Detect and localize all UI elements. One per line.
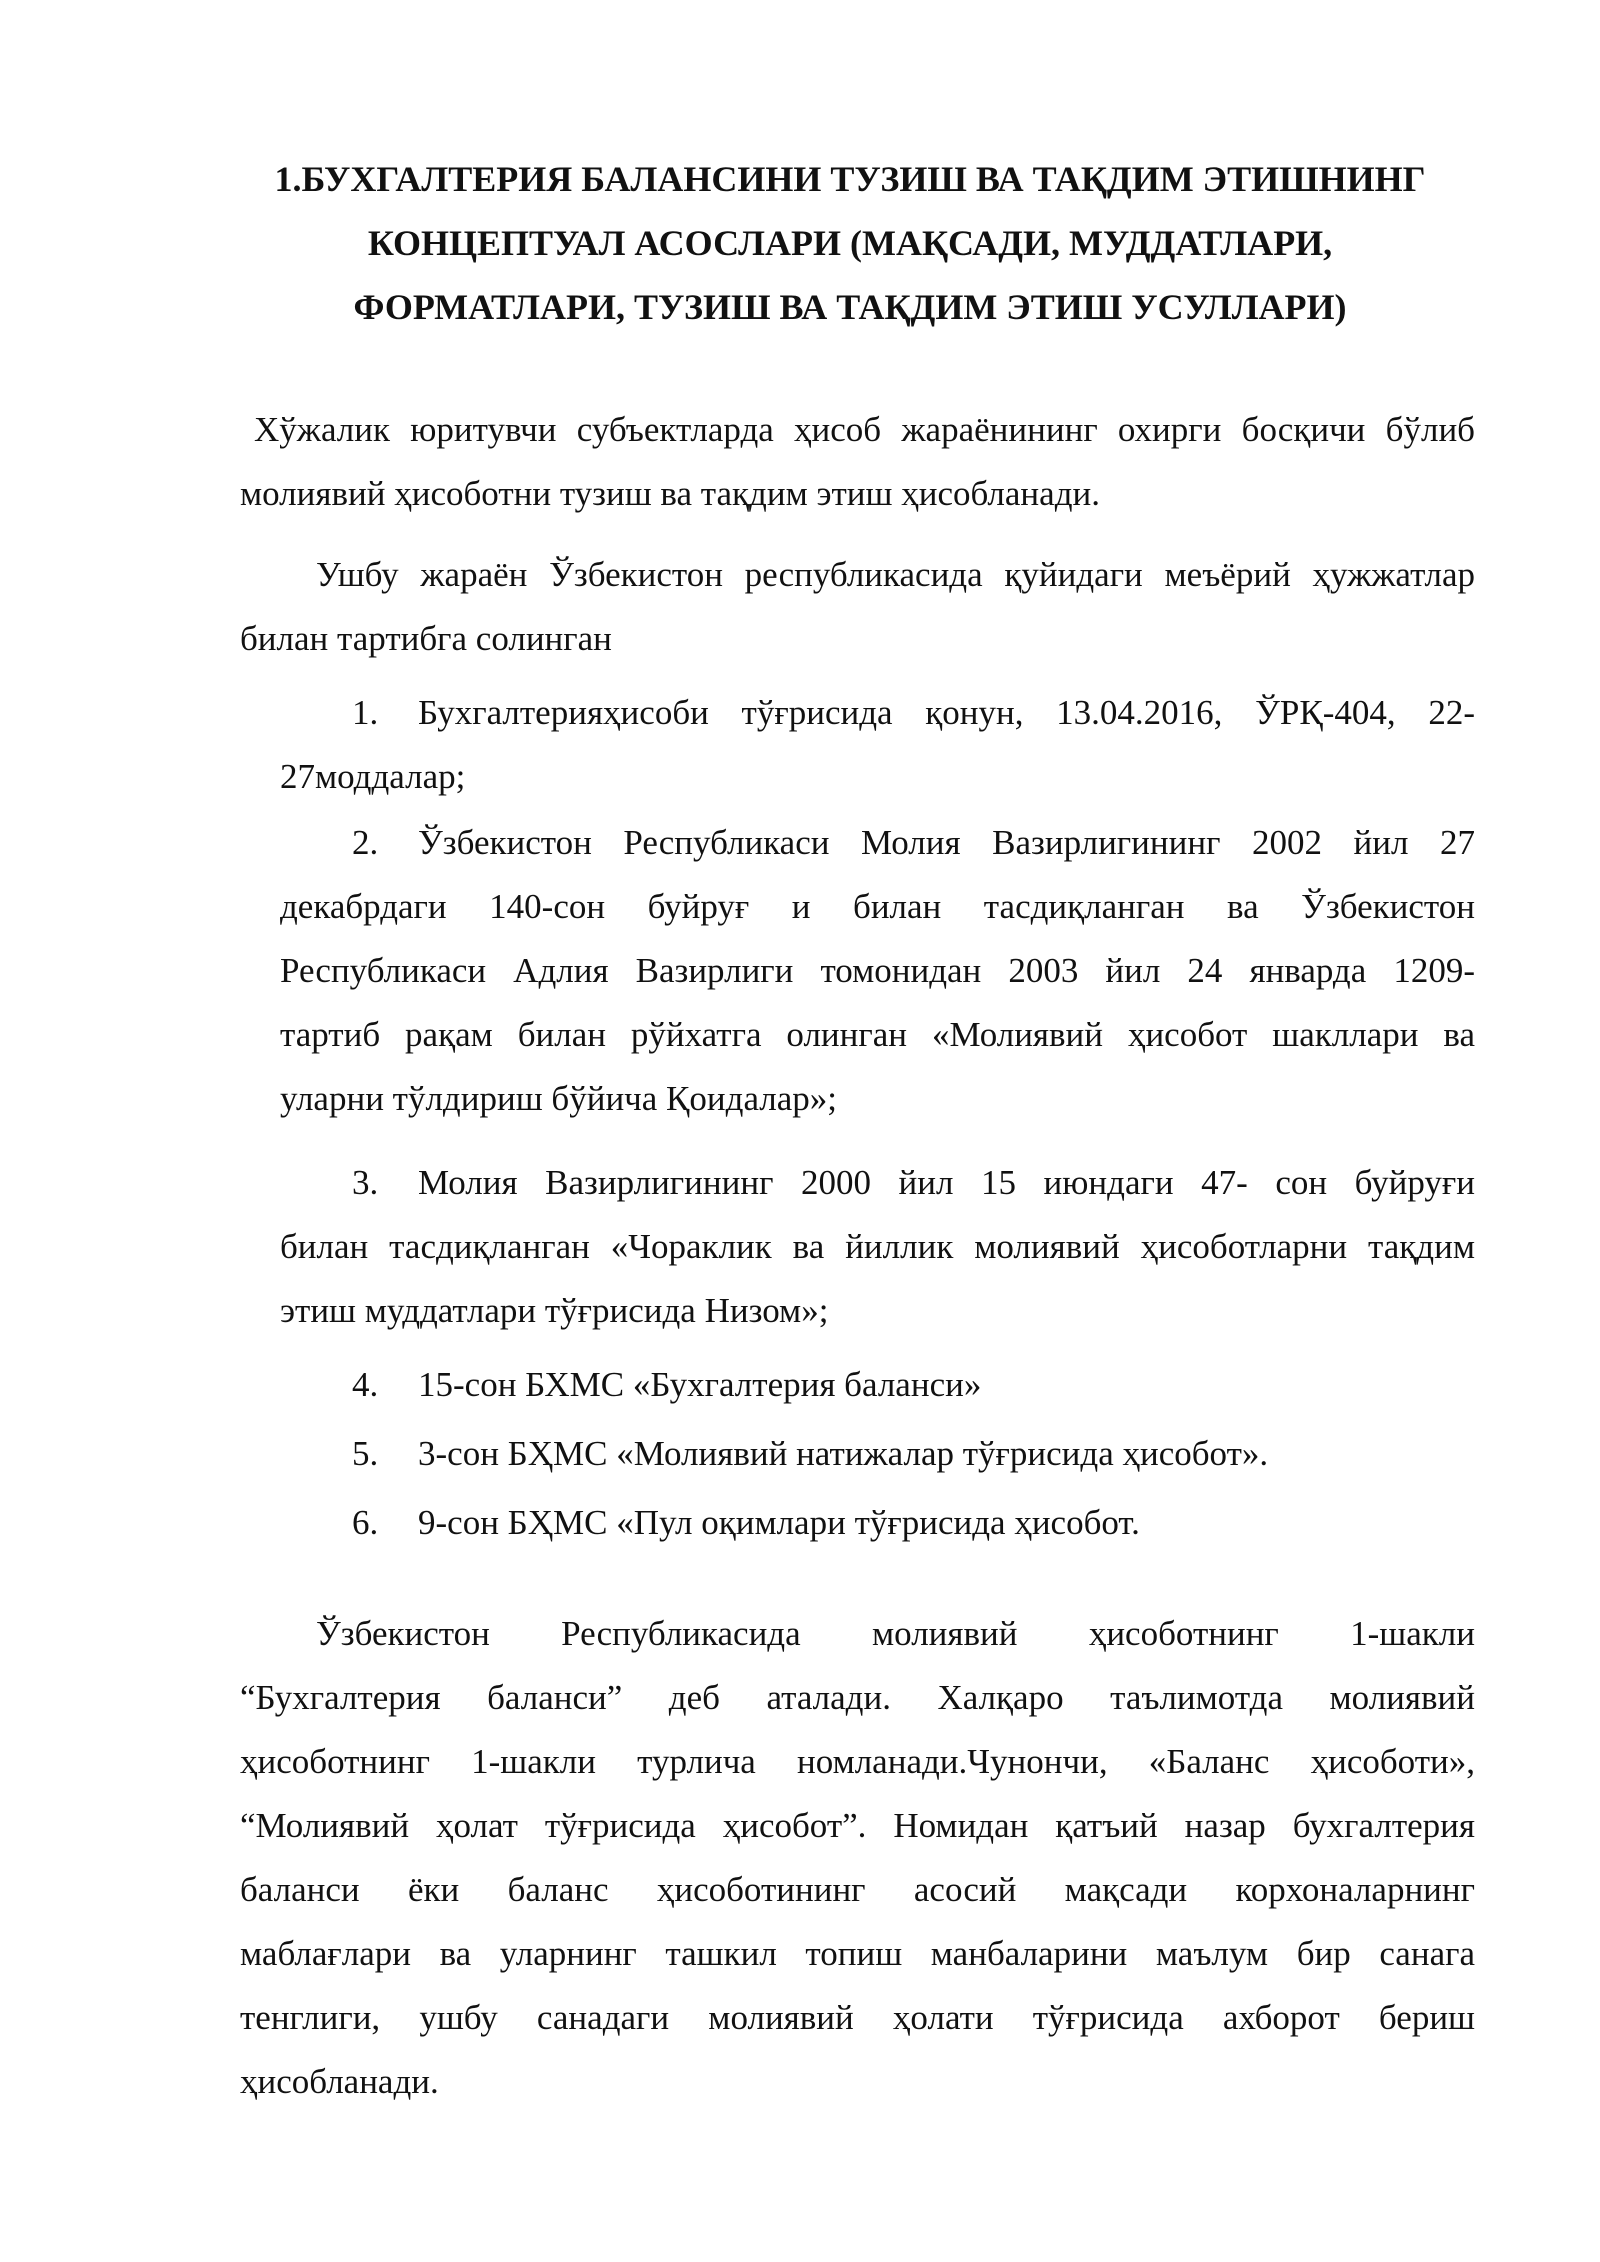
list-item-number: 1.	[352, 693, 379, 732]
list-item-line: 15-сон БХМС «Бухгалтерия баланси»	[418, 1365, 982, 1404]
paragraph-line: “Бухгалтерия баланси” деб аталади. Халқаро таълимотда молиявий	[240, 1678, 1475, 1717]
list-item-number: 3.	[352, 1163, 379, 1202]
list-item-number: 4.	[352, 1365, 379, 1404]
paragraph-line: ҳисобланади.	[240, 2062, 439, 2101]
paragraph-line: баланси ёки баланс ҳисоботининг асосий мақсади корхоналарнинг	[240, 1870, 1475, 1909]
list-item-number: 5.	[352, 1434, 379, 1473]
list-item-line: Республикаси Адлия Вазирлиги томонидан 2003 йил 24 январда 1209-	[280, 951, 1475, 990]
list-item	[280, 1422, 1475, 1486]
title-line: ФОРМАТЛАРИ, ТУЗИШ ВА ТАҚДИМ ЭТИШ УСУЛЛАРИ)	[353, 287, 1347, 327]
list-item	[280, 1491, 1475, 1555]
document-title	[225, 147, 1475, 339]
list-item	[280, 811, 1475, 1131]
list-item-number: 6.	[352, 1503, 379, 1542]
paragraph-line: Ушбу жараён Ўзбекистон республикасида қуйидаги меъёрий ҳужжатлар	[316, 555, 1475, 594]
intro-paragraph	[240, 398, 1475, 526]
list-item-number: 2.	[352, 823, 379, 862]
list-item-line: Ўзбекистон Республикаси Молия Вазирлигининг 2002 йил 27	[418, 823, 1475, 862]
list-item-line: этиш муддатлари тўғрисида Низом»;	[280, 1291, 829, 1330]
list-item-line: тартиб рақам билан рўйхатга олинган «Молиявий ҳисобот шакллари ва	[280, 1015, 1475, 1054]
list-item	[280, 681, 1475, 809]
list-item	[280, 1151, 1475, 1343]
list-item-line: 9-сон БҲМС «Пул оқимлари тўғрисида ҳисобот.	[418, 1503, 1140, 1542]
list-item-line: Бухгалтерияҳисоби тўғрисида қонун, 13.04.2016, ЎРҚ-404, 22-	[418, 693, 1475, 732]
list-item-line: билан тасдиқланган «Чораклик ва йиллик молиявий ҳисоботларни тақдим	[280, 1227, 1475, 1266]
paragraph-line: билан тартибга солинган	[240, 619, 612, 658]
paragraph-line: Хўжалик юритувчи субъектларда ҳисоб жараёнининг охирги босқичи бўлиб	[254, 410, 1475, 449]
paragraph-line: “Молиявий ҳолат тўғрисида ҳисобот”. Номидан қатъий назар бухгалтерия	[240, 1806, 1475, 1845]
paragraph-line: молиявий ҳисоботни тузиш ва тақдим этиш ҳисобланади.	[240, 474, 1100, 513]
list-item	[280, 1353, 1475, 1417]
list-item-line: уларни тўлдириш бўйича Қоидалар»;	[280, 1079, 838, 1118]
list-item-line: Молия Вазирлигининг 2000 йил 15 июндаги 47- сон буйруғи	[418, 1163, 1475, 1202]
paragraph-line: тенглиги, ушбу санадаги молиявий ҳолати тўғрисида ахборот бериш	[240, 1998, 1475, 2037]
regulation-intro-paragraph	[240, 543, 1475, 671]
list-item-line: 3-сон БҲМС «Молиявий натижалар тўғрисида ҳисобот».	[418, 1434, 1269, 1473]
closing-paragraph	[240, 1602, 1475, 2114]
title-line: 1.БУХГАЛТЕРИЯ БАЛАНСИНИ ТУЗИШ ВА ТАҚДИМ ЭТИШНИНГ	[274, 159, 1426, 199]
title-line: КОНЦЕПТУАЛ АСОСЛАРИ (МАҚСАДИ, МУДДАТЛАРИ,	[367, 223, 1333, 263]
paragraph-line: ҳисоботнинг 1-шакли турлича номланади.Чунончи, «Баланс ҳисоботи»,	[240, 1742, 1475, 1781]
list-item-line: декабрдаги 140-сон буйруғ и билан тасдиқланган ва Ўзбекистон	[280, 887, 1475, 926]
list-item-line: 27моддалар;	[280, 757, 466, 796]
paragraph-line: Ўзбекистон Республикасида молиявий ҳисоботнинг 1-шакли	[316, 1614, 1475, 1653]
paragraph-line: маблағлари ва уларнинг ташкил топиш манбаларини маълум бир санага	[240, 1934, 1475, 1973]
